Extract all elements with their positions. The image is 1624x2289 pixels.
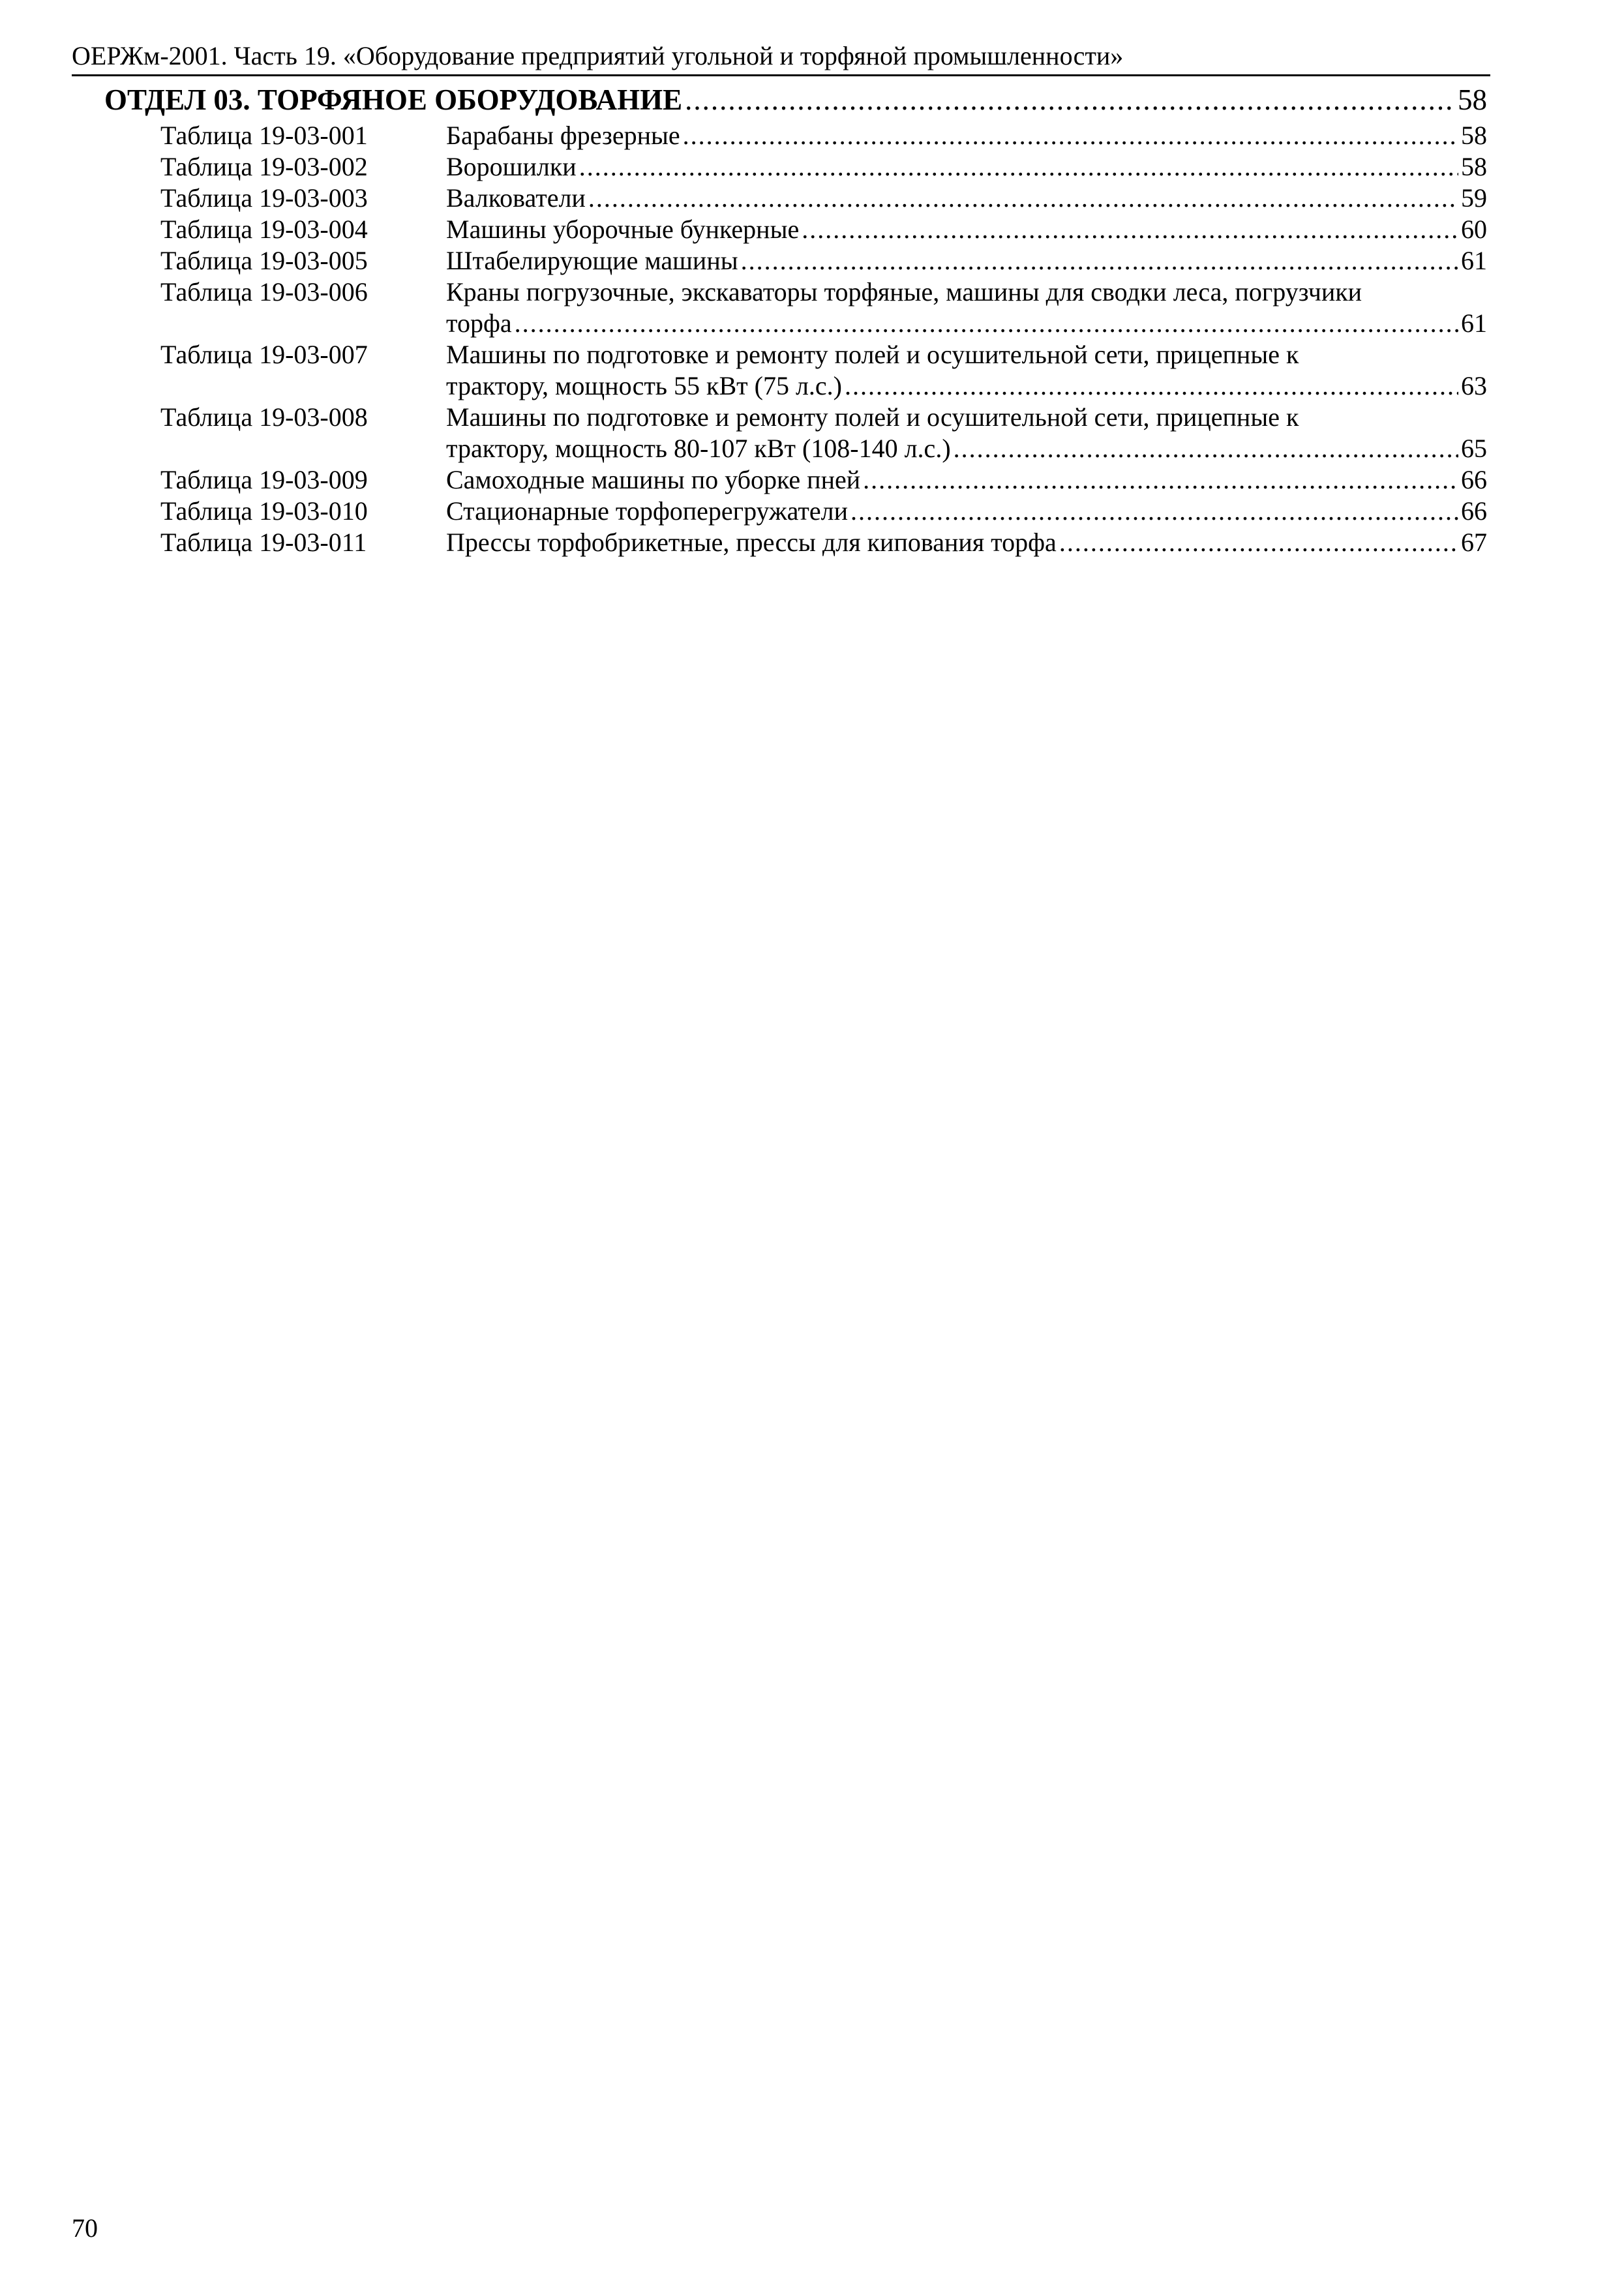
entry-body <box>446 277 1487 339</box>
entry-line <box>446 214 1487 245</box>
toc-entry[interactable] <box>160 527 1487 558</box>
toc-entry[interactable] <box>160 339 1487 402</box>
entry-title: Машины по подготовке и ремонту полей и осушительной сети, прицепные к <box>446 402 1299 432</box>
entry-body <box>446 245 1487 277</box>
entry-line <box>446 527 1487 558</box>
dot-leader <box>685 81 1455 119</box>
entry-page-number: 61 <box>1461 246 1487 275</box>
entry-title: Самоходные машины по уборке пней <box>446 465 861 494</box>
toc-entry[interactable] <box>160 151 1487 183</box>
entry-page-number: 61 <box>1461 308 1487 338</box>
entry-title: Ворошилки <box>446 152 577 181</box>
dot-leader <box>579 151 1458 183</box>
entry-line <box>446 433 1487 464</box>
page-number: 70 <box>72 2213 98 2243</box>
entry-line <box>446 151 1487 183</box>
dot-leader <box>850 496 1458 527</box>
entry-page-number: 60 <box>1461 215 1487 244</box>
entry-body <box>446 496 1487 527</box>
entry-title: Машины по подготовке и ремонту полей и осушительной сети, прицепные к <box>446 340 1299 369</box>
dot-leader <box>588 183 1458 214</box>
entry-line <box>446 277 1487 308</box>
entry-body <box>446 151 1487 183</box>
entry-page-number: 63 <box>1461 371 1487 400</box>
entry-body <box>446 527 1487 558</box>
entry-page-number: 58 <box>1461 152 1487 181</box>
dot-leader <box>741 245 1458 277</box>
entry-line <box>446 496 1487 527</box>
toc-entry[interactable] <box>160 464 1487 496</box>
section-title: ОТДЕЛ 03. ТОРФЯНОЕ ОБОРУДОВАНИЕ <box>104 83 683 116</box>
entry-body <box>446 402 1487 464</box>
entry-body <box>446 339 1487 402</box>
toc-entry[interactable] <box>160 245 1487 277</box>
toc-entry[interactable] <box>160 120 1487 151</box>
toc-entry[interactable] <box>160 402 1487 464</box>
entry-line <box>446 370 1487 402</box>
entry-title: Прессы торфобрикетные, прессы для кипования торфа <box>446 528 1057 557</box>
entry-table-label: Таблица 19-03-004 <box>160 215 368 244</box>
entry-title-continued: трактору, мощность 80-107 кВт (108-140 л.с.) <box>446 434 951 463</box>
entry-table-label: Таблица 19-03-010 <box>160 496 368 526</box>
entry-title: Штабелирующие машины <box>446 246 738 275</box>
section-page-number: 58 <box>1458 83 1487 116</box>
toc-entry[interactable] <box>160 214 1487 245</box>
dot-leader <box>515 308 1458 339</box>
entry-title-continued: торфа <box>446 308 512 338</box>
toc-entries <box>160 120 1487 558</box>
dot-leader <box>845 370 1458 402</box>
table-of-contents <box>104 81 1487 557</box>
entry-line <box>446 183 1487 214</box>
entry-line <box>446 339 1487 370</box>
entry-body <box>446 120 1487 151</box>
toc-entry[interactable] <box>160 183 1487 214</box>
entry-page-number: 67 <box>1461 528 1487 557</box>
toc-entry[interactable] <box>160 496 1487 527</box>
dot-leader <box>954 433 1458 464</box>
entry-line <box>446 464 1487 496</box>
entry-table-label: Таблица 19-03-008 <box>160 402 368 432</box>
entry-page-number: 65 <box>1461 434 1487 463</box>
entry-line <box>446 120 1487 151</box>
entry-table-label: Таблица 19-03-005 <box>160 246 368 275</box>
entry-line <box>446 308 1487 339</box>
dot-leader <box>1059 527 1458 558</box>
entry-table-label: Таблица 19-03-006 <box>160 277 368 307</box>
entry-body <box>446 183 1487 214</box>
entry-table-label: Таблица 19-03-007 <box>160 340 368 369</box>
entry-title: Стационарные торфоперегружатели <box>446 496 848 526</box>
entry-title: Барабаны фрезерные <box>446 121 680 150</box>
toc-section-heading[interactable] <box>104 81 1487 119</box>
running-header: ОЕРЖм-2001. Часть 19. «Оборудование предприятий угольной и торфяной промышленности» <box>72 40 1490 76</box>
entry-body <box>446 464 1487 496</box>
dot-leader <box>683 120 1458 151</box>
entry-body <box>446 214 1487 245</box>
entry-title: Краны погрузочные, экскаваторы торфяные, машины для сводки леса, погрузчики <box>446 277 1362 307</box>
dot-leader <box>863 464 1458 496</box>
entry-table-label: Таблица 19-03-001 <box>160 121 368 150</box>
entry-line <box>446 402 1487 433</box>
entry-title: Машины уборочные бункерные <box>446 215 800 244</box>
entry-title-continued: трактору, мощность 55 кВт (75 л.с.) <box>446 371 842 400</box>
entry-page-number: 59 <box>1461 183 1487 213</box>
toc-entry[interactable] <box>160 277 1487 339</box>
entry-table-label: Таблица 19-03-003 <box>160 183 368 213</box>
entry-table-label: Таблица 19-03-009 <box>160 465 368 494</box>
entry-page-number: 66 <box>1461 465 1487 494</box>
entry-table-label: Таблица 19-03-011 <box>160 528 367 557</box>
entry-title: Валкователи <box>446 183 586 213</box>
entry-line <box>446 245 1487 277</box>
entry-table-label: Таблица 19-03-002 <box>160 152 368 181</box>
entry-page-number: 66 <box>1461 496 1487 526</box>
entry-page-number: 58 <box>1461 121 1487 150</box>
dot-leader <box>802 214 1458 245</box>
